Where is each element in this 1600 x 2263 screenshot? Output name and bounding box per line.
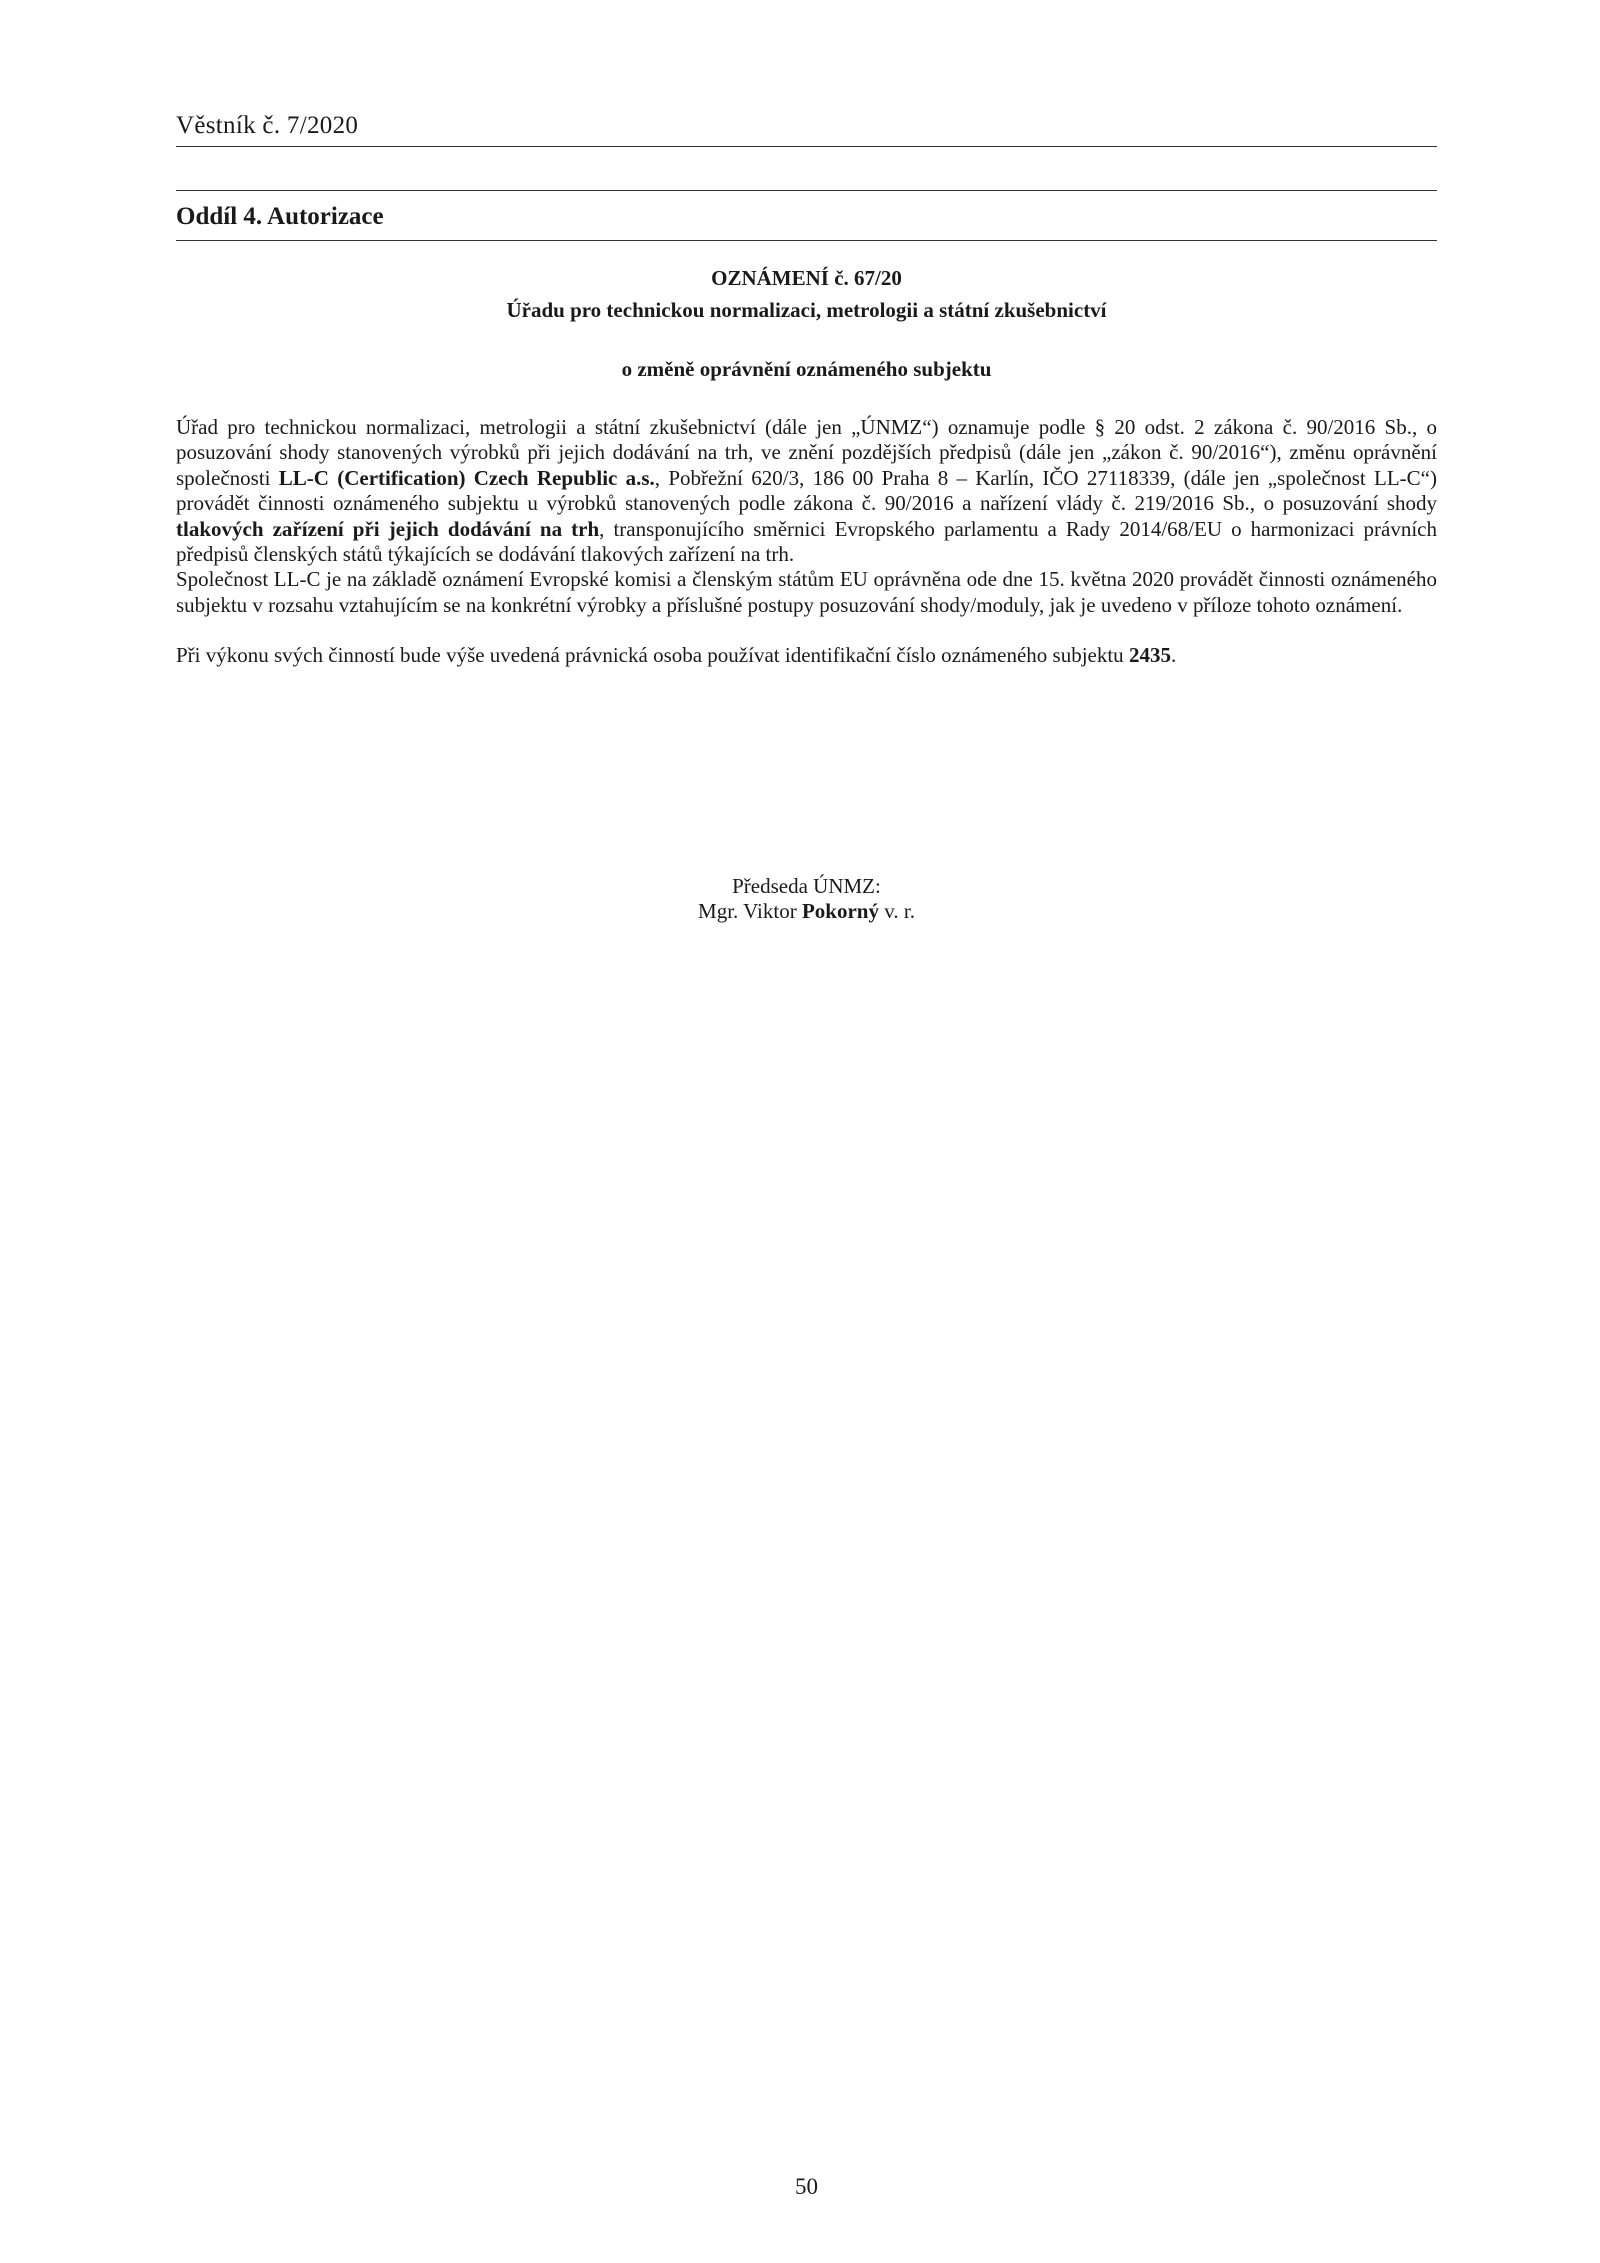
paragraph-text: Úřad pro technickou normalizaci, metrologii a státní zkušebnictví (dále jen „ÚNMZ“) oznamuje podle § 20 odst. 2 zákona č. 90/2016 Sb., o posuzování shody stanovených výrobků při jejich dodávání na trh, ve znění pozdějších předpisů (dále jen „zákon č. 90/2016“), změnu oprávnění společnosti [176, 415, 1437, 490]
company-name: LL-C (Certification) Czech Republic a.s. [278, 465, 655, 490]
notice-body [176, 415, 1437, 669]
identification-number: 2435 [1128, 643, 1171, 668]
signature-block [176, 874, 1437, 925]
notice-issuer: Úřadu pro technickou normalizaci, metrologii a státní zkušebnictví [506, 298, 1107, 322]
section-divider-bottom [176, 240, 1437, 241]
signatory-suffix: v. r. [878, 899, 915, 924]
paragraph-identification [176, 643, 1437, 668]
paragraph-effective-date: Společnost LL-C je na základě oznámení Evropské komisi a členským státům EU oprávněna ode dne 15. května 2020 provádět činnosti oznámeného subjektu v rozsahu vztahujícím se na konkrétní výrobky a příslušné postupy posuzování shody/moduly, jak je uvedeno v příloze tohoto oznámení. [176, 567, 1437, 617]
paragraph-text: . [1170, 643, 1177, 668]
product-scope: tlakových zařízení při jejich dodávání na trh [176, 516, 600, 541]
header-divider [176, 146, 1437, 147]
page-number: 50 [795, 2174, 818, 2199]
signatory-role: Předseda ÚNMZ: [732, 874, 881, 898]
section-title: Oddíl 4. Autorizace [176, 203, 384, 230]
notice-number: OZNÁMENÍ č. 67/20 [711, 266, 902, 290]
paragraph-text: , transponujícího směrnici Evropského parlamentu a Rady 2014/68/EU o harmonizaci právních předpisů členských států týkajících se dodávání tlakových zařízení na trh. [176, 516, 1437, 567]
notice-subject: o změně oprávnění oznámeného subjektu [621, 357, 992, 381]
paragraph-authorization-change [176, 415, 1437, 567]
signatory-prefix: Mgr. Viktor [698, 899, 802, 924]
signatory-surname: Pokorný [801, 899, 879, 924]
paragraph-text: , Pobřežní 620/3, 186 00 Praha 8 – Karlín, IČO 27118339, (dále jen „společnost LL-C“) provádět činnosti oznámeného subjektu u výrobků stanovených podle zákona č. 90/2016 a nařízení vlády č. 219/2016 Sb., o posuzování shody [176, 465, 1437, 516]
paragraph-text: Při výkonu svých činností bude výše uvedená právnická osoba používat identifikační číslo oznámeného subjektu [176, 643, 1129, 668]
bulletin-title: Věstník č. 7/2020 [176, 112, 359, 139]
section-divider-top [176, 190, 1437, 191]
signatory-name [176, 899, 1437, 924]
